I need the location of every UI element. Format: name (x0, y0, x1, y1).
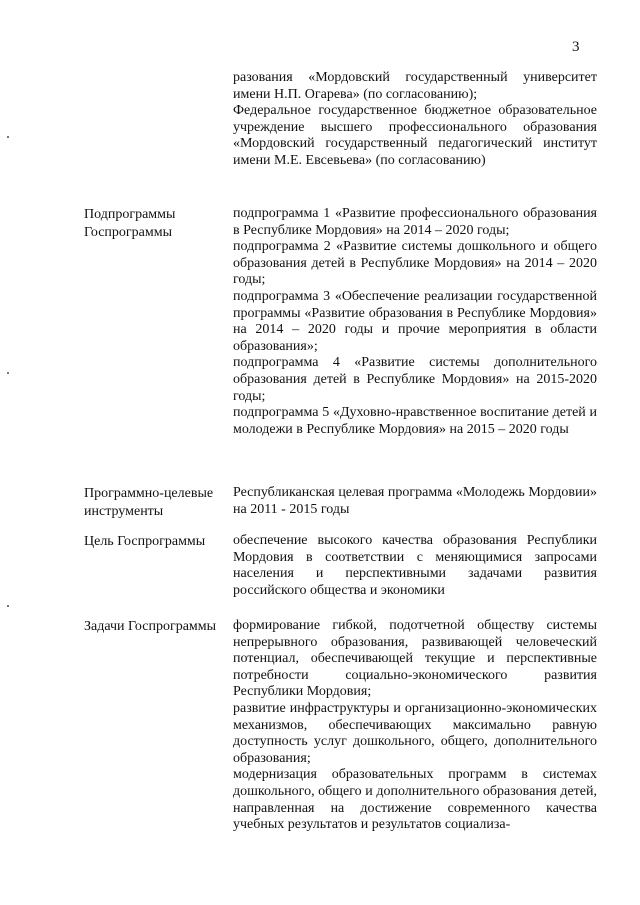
row-content (233, 618, 597, 834)
scan-mark (7, 136, 9, 138)
scan-mark (7, 605, 9, 607)
row-content (233, 485, 597, 518)
row-label: Программно-целевые инструменты (84, 486, 214, 519)
row-content (233, 533, 597, 599)
content-paragraph: развитие инфраструктуры и организационно-экономических механизмов, обеспечивающих максимально равную доступность услуг дошкольного, общего, дополнительного образования; (233, 700, 597, 766)
content-paragraph: модернизация образовательных программ в системах дошкольного, общего и дополнительного образования детей, направленная на достижение современного качества учебных результатов и результатов социализа- (233, 767, 597, 833)
scan-mark (7, 372, 9, 374)
content-paragraph: обеспечение высокого качества образования Республики Мордовия в соответствии с меняющимися запросами населения и перспективными задачами развития российского общества и экономики (233, 533, 597, 598)
content-paragraph: подпрограмма 3 «Обеспечение реализации государственной программы «Развитие образования в Республике Мордовия» на 2014 – 2020 годы и прочие мероприятия в области образования»; (233, 288, 597, 354)
content-paragraph: подпрограмма 2 «Развитие системы дошкольного и общего образования детей в Республике Мордовия» на 2014 – 2020 годы; (233, 239, 597, 288)
page-number: 3 (572, 39, 580, 55)
row-label: Задачи Госпрограммы (84, 619, 217, 634)
content-paragraph: Республиканская целевая программа «Молодежь Мордовии» на 2011 - 2015 годы (233, 485, 597, 517)
content-paragraph: формирование гибкой, подотчетной обществу системы непрерывного образования, развивающей человеческий потенциал, обеспечивающей текущие и перспективные потребности социально-экономического развития Республики Мордовия; (233, 618, 597, 700)
content-paragraph: подпрограмма 4 «Развитие системы дополнительного образования детей в Республике Мордовия» на 2015-2020 годы; (233, 355, 597, 404)
row-label: Подпрограммы Госпрограммы (84, 207, 176, 240)
content-paragraph: подпрограмма 5 «Духовно-нравственное воспитание детей и молодежи в Республике Мордовия» на 2015 – 2020 годы (233, 405, 597, 437)
row-content (233, 70, 597, 170)
row-label: Цель Госпрограммы (84, 534, 206, 549)
content-paragraph: разования «Мордовский государственный университет имени Н.П. Огарева» (по согласованию); (233, 70, 597, 102)
content-paragraph: Федеральное государственное бюджетное образовательное учреждение высшего профессионального образования «Мордовский государственный педагогический институт имени М.Е. Евсевьева» (по согласованию) (233, 103, 597, 168)
row-content (233, 206, 597, 438)
content-paragraph: подпрограмма 1 «Развитие профессионального образования в Республике Мордовия» на 2014 – 2020 годы; (233, 206, 597, 238)
